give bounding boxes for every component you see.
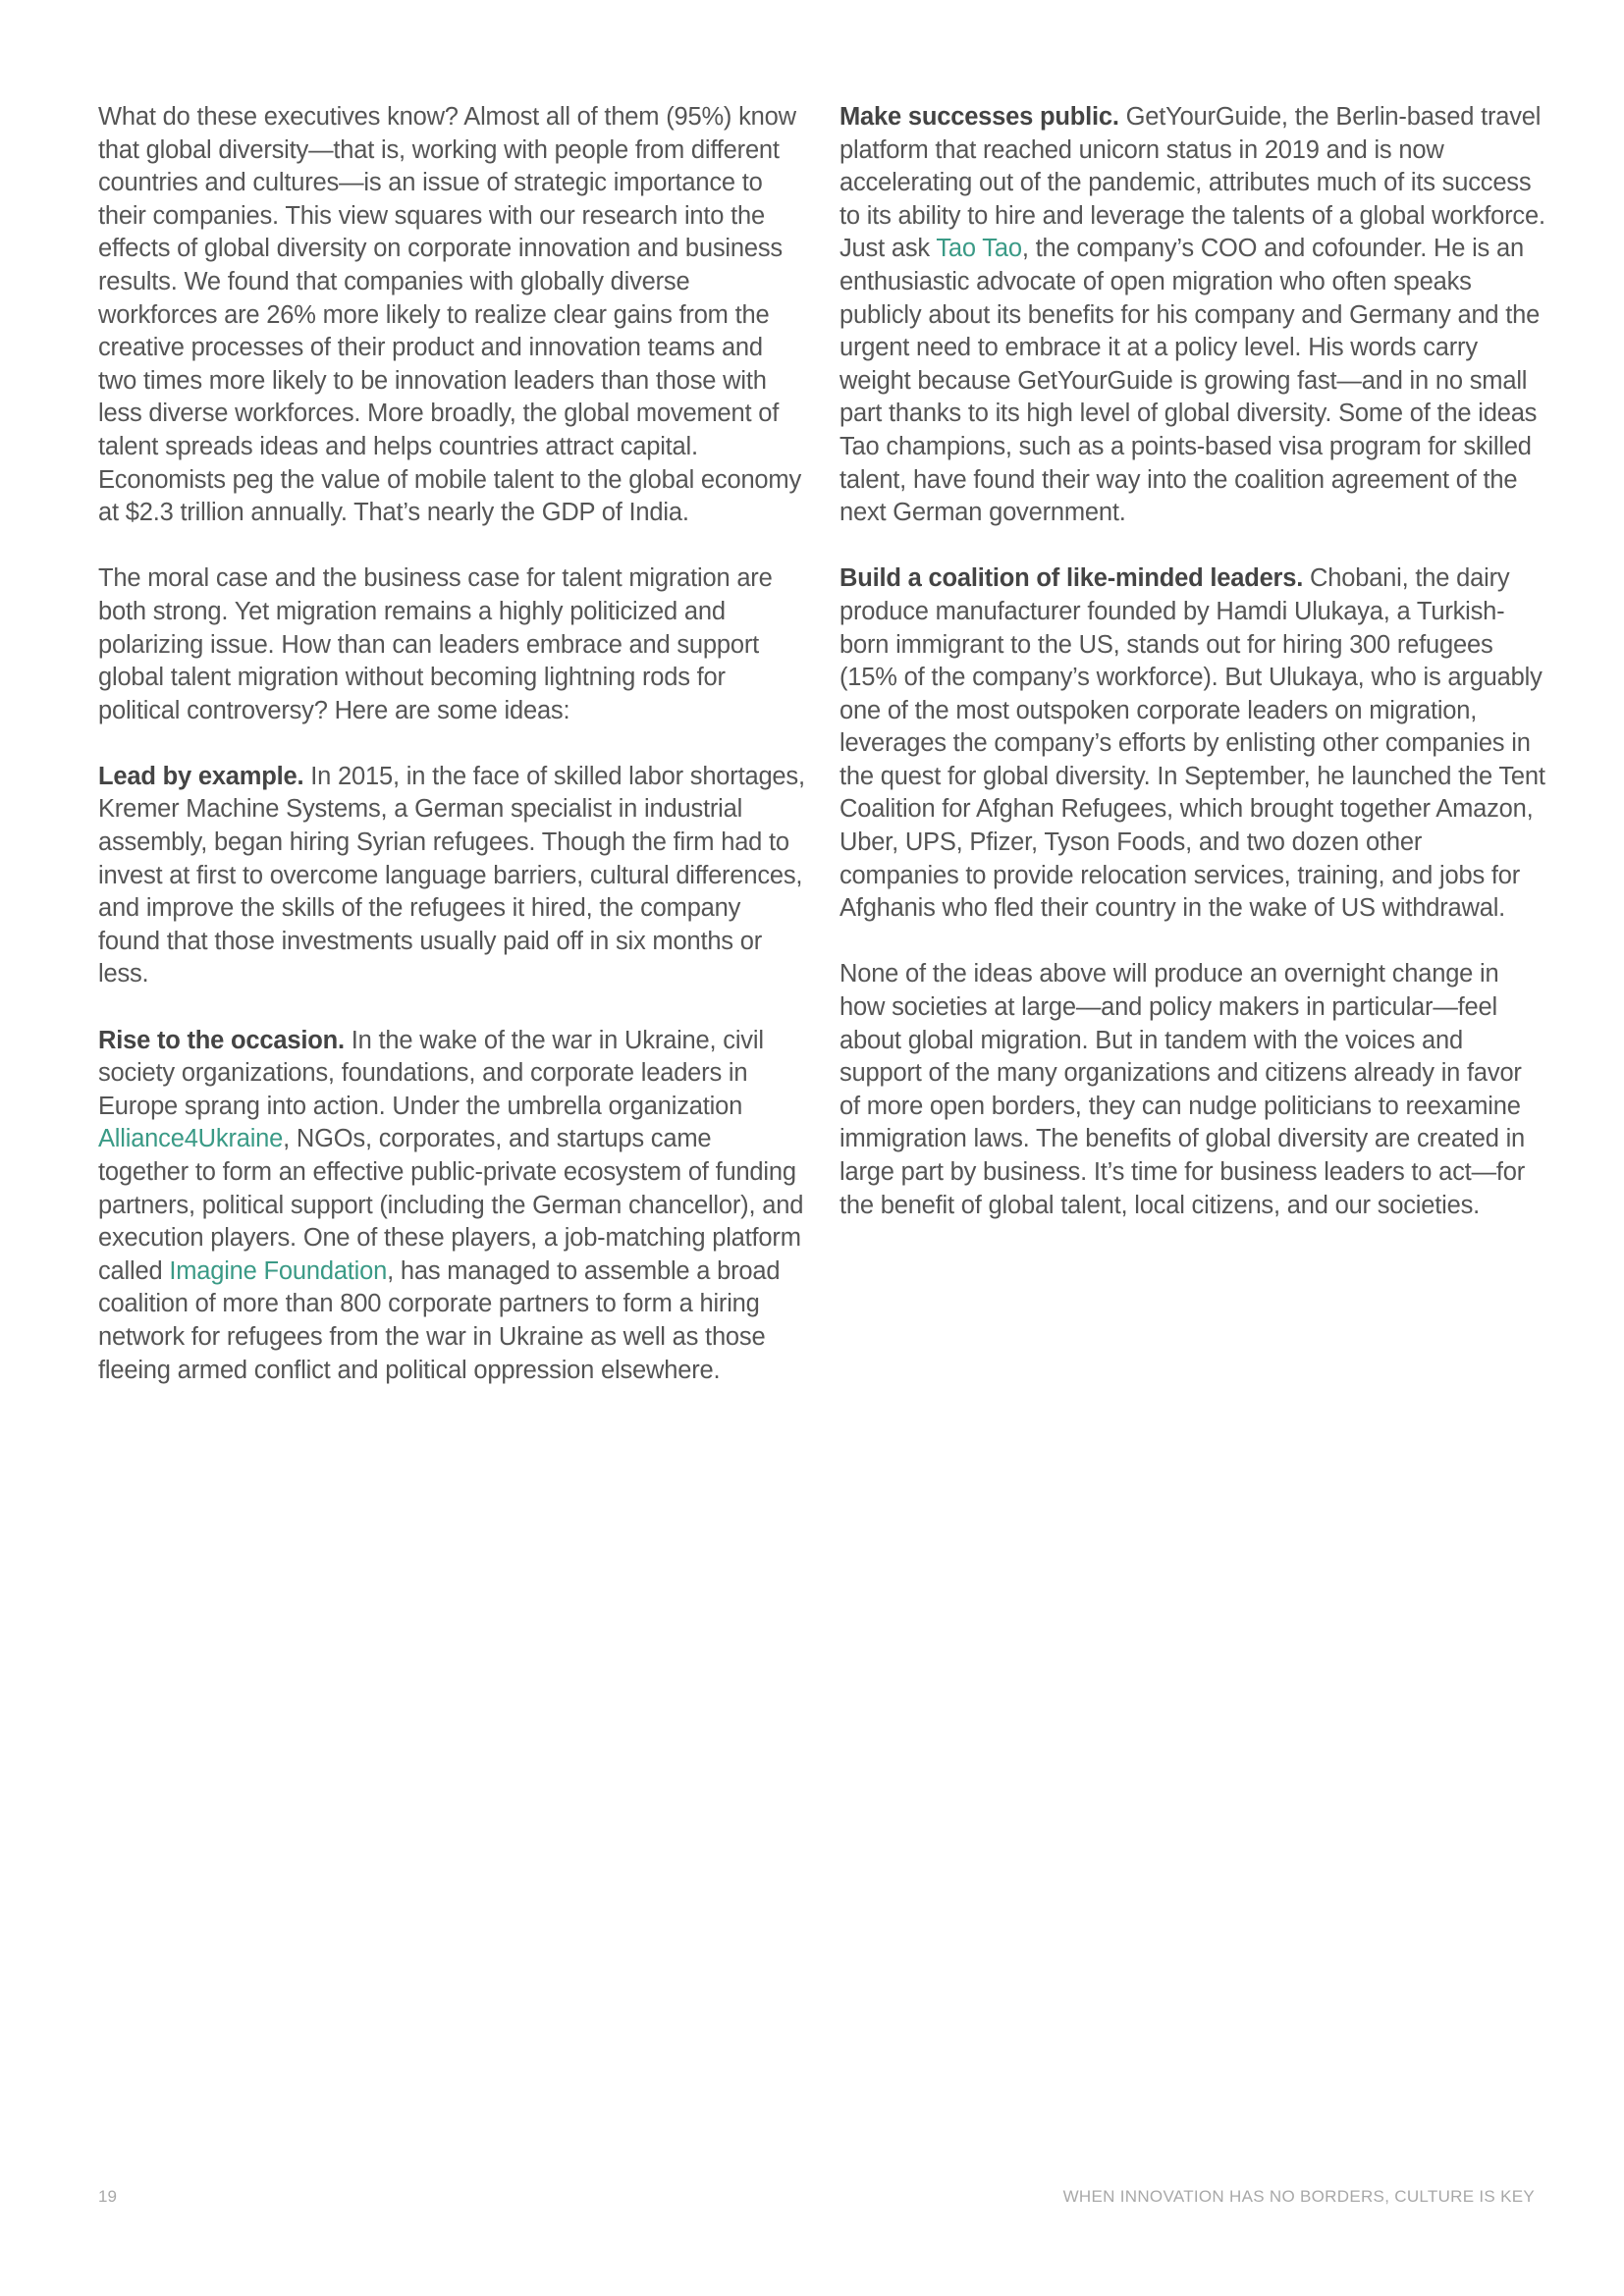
link-tao-tao[interactable]: Tao Tao: [936, 235, 1022, 263]
link-imagine-foundation[interactable]: Imagine Foundation: [169, 1256, 388, 1285]
paragraph-rise-to-occasion: [98, 1025, 805, 1388]
paragraph-make-successes-public: [839, 101, 1546, 530]
paragraph-text: Chobani, the dairy produce manufacturer founded by Hamdi Ulukaya, a Turkish-born immigrant to the US, stands out for hiring 300 refugees (15% of the company’s workforce). But Ulukaya, who is arguably one of the most outspoken corporate leaders on migration, leverages the company’s efforts by enlisting other companies in the quest for global diversity. In September, he launched the Tent Coalition for Afghan Refugees, which brought together Amazon, Uber, UPS, Pfizer, Tyson Foods, and two dozen other companies to provide relocation services, training, and jobs for Afghanis who fled their country in the wake of US withdrawal.: [839, 564, 1545, 923]
right-column: [839, 101, 1546, 1255]
paragraph-moral-case: The moral case and the business case for talent migration are both strong. Yet migration remains a highly politicized and polarizing issue. How than can leaders embrace and support global talent migration without becoming lightning rods for political controversy? Here are some ideas:: [98, 564, 773, 724]
subheading-rise-to-occasion: Rise to the occasion.: [98, 1026, 345, 1054]
paragraph-text: In the wake of the war in Ukraine, civil society organizations, foundations, and corporate leaders in Europe sprang into action. Under the umbrella organization: [98, 1026, 764, 1120]
paragraph-build-coalition: [839, 562, 1546, 926]
paragraph-text: , the company’s COO and cofounder. He is an enthusiastic advocate of open migration who often speaks publicly about its benefits for his company and Germany and the urgent need to embrace it at a policy level. His words carry weight because GetYourGuide is growing fast—and in no small part thanks to its high level of global diversity. Some of the ideas Tao champions, such as a points-based visa program for skilled talent, have found their way into the coalition agreement of the next German government.: [839, 235, 1541, 527]
subheading-make-successes-public: Make successes public.: [839, 103, 1119, 131]
paragraph-executives: What do these executives know? Almost all of them (95%) know that global diversity—that is, working with people from different countries and cultures—is an issue of strategic importance to their companies. This view squares with our research into the effects of global diversity on corporate innovation and business results. We found that companies with globally diverse workforces are 26% more likely to realize clear gains from the creative processes of their product and innovation teams and two times more likely to be innovation leaders than those with less diverse workforces. More broadly, the global movement of talent spreads ideas and helps countries attract capital. Economists peg the value of mobile talent to the global economy at $2.3 trillion annually. That’s nearly the GDP of India.: [98, 103, 802, 527]
paragraph-text: In 2015, in the face of skilled labor shortages, Kremer Machine Systems, a German specialist in industrial assembly, began hiring Syrian refugees. Though the firm had to invest at first to overcome language barriers, cultural differences, and improve the skills of the refugees it hired, the company found that those investments usually paid off in six months or less.: [98, 762, 805, 988]
paragraph-lead-by-example: [98, 761, 805, 991]
subheading-lead-by-example: Lead by example.: [98, 762, 304, 790]
page-number: 19: [98, 2187, 117, 2206]
paragraph-conclusion: None of the ideas above will produce an overnight change in how societies at large—and policy makers in particular—feel about global migration. But in tandem with the voices and support of the many organizations and citizens already in favor of more open borders, they can nudge politicians to reexamine immigration laws. The benefits of global diversity are created in large part by business. It’s time for business leaders to act—for the benefit of global talent, local citizens, and our societies.: [839, 960, 1526, 1219]
link-alliance4ukraine[interactable]: Alliance4Ukraine: [98, 1125, 284, 1153]
running-title: WHEN INNOVATION HAS NO BORDERS, CULTURE IS KEY: [1062, 2187, 1535, 2206]
paragraph-text: , NGOs, corporates, and startups came together to form an effective public-private ecosystem of funding partners, political support (including the German chancellor), and execution players. One of these players, a job-matching platform called: [98, 1125, 804, 1285]
left-column: [98, 101, 805, 1420]
subheading-build-coalition: Build a coalition of like-minded leaders.: [839, 564, 1304, 593]
paragraph-text: , has managed to assemble a broad coalition of more than 800 corporate partners to form a hiring network for refugees from the war in Ukraine as well as those fleeing armed conflict and political oppression elsewhere.: [98, 1256, 781, 1384]
paragraph-text: GetYourGuide, the Berlin-based travel platform that reached unicorn status in 2019 and is now accelerating out of the pandemic, attributes much of its success to its ability to hire and leverage the talents of a global workforce. Just ask: [839, 103, 1545, 263]
